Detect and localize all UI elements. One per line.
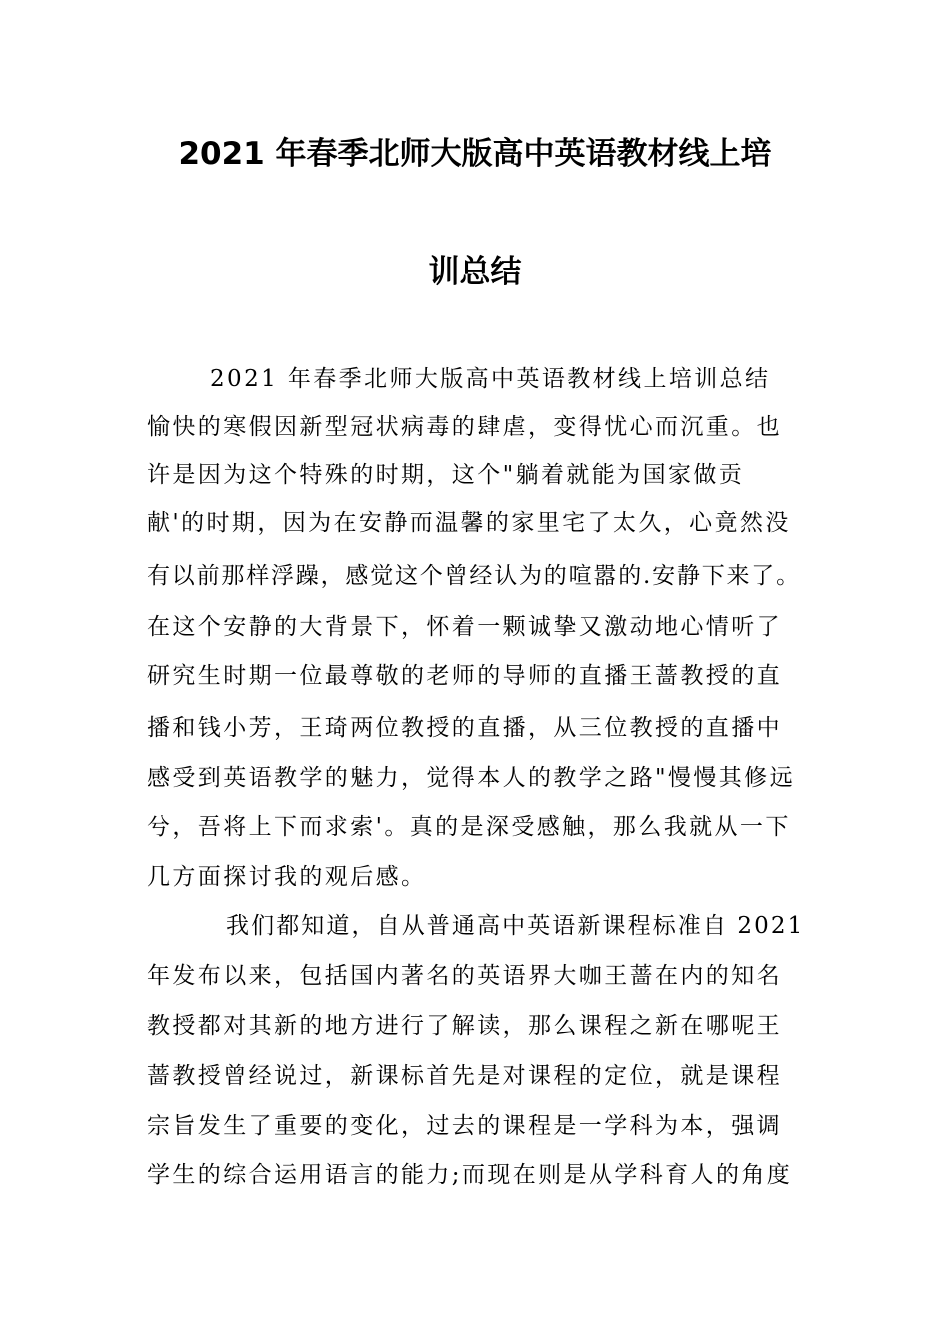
paragraph-1-line-10: 兮，吾将上下而求索'。真的是深受感触，那么我就从一下 (147, 814, 791, 840)
paragraph-1-line-2: 愉快的寒假因新型冠状病毒的肆虐，变得忧心而沉重。也 (147, 414, 782, 440)
document-title-line-2: 训总结 (428, 254, 522, 290)
paragraph-2-line-1: 我们都知道，自从普通高中英语新课程标准自 2021 (226, 913, 805, 939)
paragraph-1-line-9: 感受到英语教学的魅力，觉得本人的教学之路"慢慢其修远 (147, 765, 795, 791)
paragraph-1-line-8: 播和钱小芳，王琦两位教授的直播，从三位教授的直播中 (147, 715, 782, 741)
paragraph-2-line-6: 学生的综合运用语言的能力;而现在则是从学科育人的角度 (147, 1162, 793, 1188)
paragraph-1-line-4: 献'的时期，因为在安静而温馨的家里宅了太久，心竟然没 (147, 510, 791, 536)
paragraph-1-line-11: 几方面探讨我的观后感。 (147, 864, 427, 890)
document-title-line-1: 2021 年春季北师大版高中英语教材线上培 (178, 136, 772, 172)
paragraph-1-line-7: 研究生时期一位最尊敬的老师的导师的直播王蔷教授的直 (147, 663, 782, 689)
paragraph-2-line-3: 教授都对其新的地方进行了解读，那么课程之新在哪呢王 (147, 1013, 782, 1039)
paragraph-1-line-3: 许是因为这个特殊的时期，这个"躺着就能为国家做贡 (147, 462, 745, 488)
paragraph-2-line-4: 蔷教授曾经说过，新课标首先是对课程的定位，就是课程 (147, 1063, 782, 1089)
paragraph-1-line-5: 有以前那样浮躁，感觉这个曾经认为的喧嚣的.安静下来了。 (147, 563, 801, 589)
paragraph-1-line-6: 在这个安静的大背景下，怀着一颗诚挚又激动地心情听了 (147, 614, 782, 640)
paragraph-1-line-1: 2021 年春季北师大版高中英语教材线上培训总结 (210, 366, 771, 392)
paragraph-2-line-5: 宗旨发生了重要的变化，过去的课程是一学科为本，强调 (147, 1113, 782, 1139)
paragraph-2-line-2: 年发布以来，包括国内著名的英语界大咖王蔷在内的知名 (147, 963, 782, 989)
